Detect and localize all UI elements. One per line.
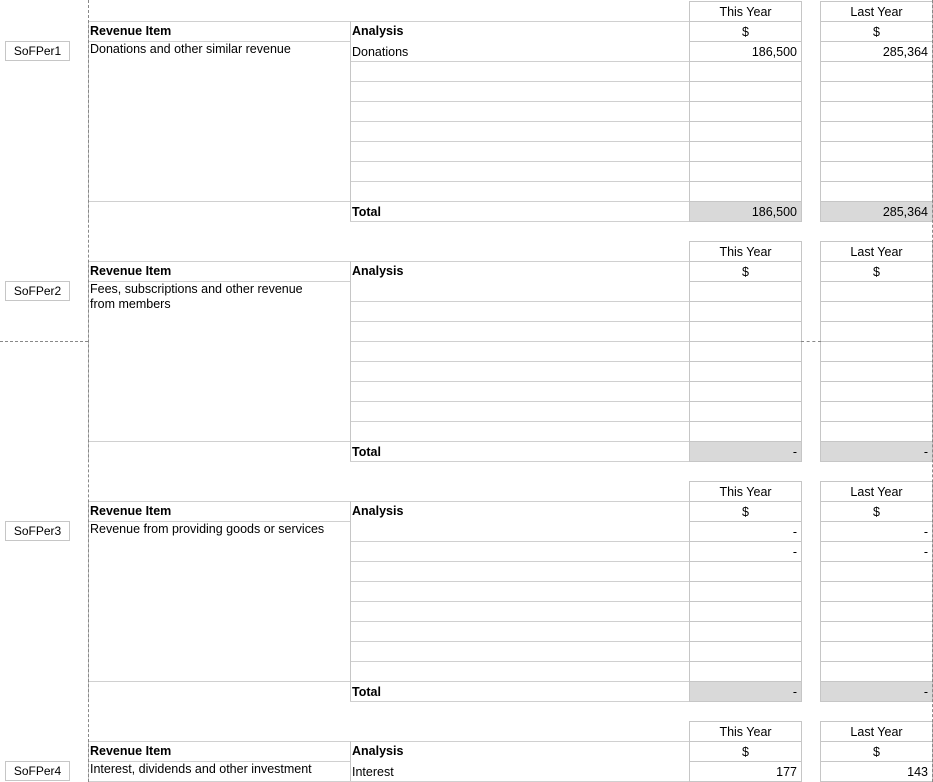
analysis-row-border bbox=[350, 301, 689, 302]
analysis-row-border bbox=[350, 61, 689, 62]
header-top-border bbox=[88, 21, 689, 22]
total-last-year-value: 285,364 bbox=[882, 205, 928, 219]
analysis-column-border bbox=[350, 501, 351, 701]
analysis-row-border bbox=[350, 661, 689, 662]
section-tag[interactable]: SoFPer4 bbox=[5, 761, 70, 781]
revenue-item-header: Revenue Item bbox=[90, 504, 172, 518]
analysis-row-border bbox=[350, 161, 689, 162]
this-year-cell[interactable] bbox=[689, 141, 802, 162]
currency-this-year: $ bbox=[689, 261, 802, 282]
this-year-cell[interactable] bbox=[689, 421, 802, 442]
revenue-item-description: Revenue from providing goods or services bbox=[90, 522, 325, 536]
revenue-item-header: Revenue Item bbox=[90, 744, 172, 758]
currency-last-year: $ bbox=[820, 741, 933, 762]
this-year-value[interactable]: 186,500 bbox=[751, 45, 797, 59]
analysis-value[interactable]: Donations bbox=[352, 45, 409, 59]
last-year-cell[interactable] bbox=[820, 281, 933, 302]
analysis-row-border bbox=[350, 401, 689, 402]
this-year-cell[interactable] bbox=[689, 641, 802, 662]
analysis-row-border bbox=[350, 201, 689, 202]
last-year-cell[interactable] bbox=[820, 641, 933, 662]
last-year-cell[interactable] bbox=[820, 321, 933, 342]
this-year-cell[interactable] bbox=[689, 341, 802, 362]
last-year-header: Last Year bbox=[820, 1, 933, 22]
total-this-year-value: - bbox=[792, 685, 797, 699]
last-year-value[interactable]: - bbox=[923, 545, 928, 559]
this-year-cell[interactable] bbox=[689, 61, 802, 82]
last-year-cell[interactable] bbox=[820, 561, 933, 582]
item-block-bottom-border bbox=[88, 441, 350, 442]
total-row-border bbox=[350, 701, 689, 702]
this-year-cell[interactable] bbox=[689, 381, 802, 402]
analysis-row-border bbox=[350, 681, 689, 682]
this-year-cell[interactable] bbox=[689, 561, 802, 582]
analysis-row-border bbox=[350, 341, 689, 342]
last-year-value[interactable]: - bbox=[923, 525, 928, 539]
analysis-row-border bbox=[350, 181, 689, 182]
last-year-cell[interactable] bbox=[820, 81, 933, 102]
last-year-cell[interactable] bbox=[820, 101, 933, 122]
revenue-item-header: Revenue Item bbox=[90, 24, 172, 38]
analysis-row-border bbox=[350, 441, 689, 442]
section-tag[interactable]: SoFPer3 bbox=[5, 521, 70, 541]
analysis-header: Analysis bbox=[352, 24, 404, 38]
this-year-cell[interactable] bbox=[689, 281, 802, 302]
total-this-year-value: - bbox=[792, 445, 797, 459]
analysis-row-border bbox=[350, 621, 689, 622]
analysis-header: Analysis bbox=[352, 264, 404, 278]
section-tag[interactable]: SoFPer1 bbox=[5, 41, 70, 61]
header-top-border bbox=[88, 741, 689, 742]
last-year-cell[interactable] bbox=[820, 581, 933, 602]
header-top-border bbox=[88, 261, 689, 262]
last-year-cell[interactable] bbox=[820, 661, 933, 682]
last-year-header: Last Year bbox=[820, 721, 933, 742]
last-year-cell[interactable] bbox=[820, 61, 933, 82]
this-year-value[interactable]: - bbox=[792, 545, 797, 559]
analysis-row-border bbox=[350, 101, 689, 102]
last-year-value[interactable]: 285,364 bbox=[882, 45, 928, 59]
this-year-header: This Year bbox=[689, 481, 802, 502]
analysis-row-border bbox=[350, 141, 689, 142]
analysis-row-border bbox=[350, 81, 689, 82]
this-year-cell[interactable] bbox=[689, 81, 802, 102]
this-year-cell[interactable] bbox=[689, 581, 802, 602]
section-tag[interactable]: SoFPer2 bbox=[5, 281, 70, 301]
page-break-horizontal-left bbox=[0, 341, 88, 342]
total-last-year-value: - bbox=[923, 685, 928, 699]
revenue-item-description: Fees, subscriptions and other revenue bbox=[90, 282, 303, 296]
total-row-border bbox=[350, 461, 689, 462]
this-year-cell[interactable] bbox=[689, 361, 802, 382]
currency-this-year: $ bbox=[689, 501, 802, 522]
analysis-column-border bbox=[350, 261, 351, 461]
this-year-cell[interactable] bbox=[689, 301, 802, 322]
header-top-border bbox=[88, 501, 689, 502]
this-year-header: This Year bbox=[689, 241, 802, 262]
last-year-cell[interactable] bbox=[820, 301, 933, 322]
analysis-row-border bbox=[350, 361, 689, 362]
analysis-column-border bbox=[350, 21, 351, 221]
revenue-item-header: Revenue Item bbox=[90, 264, 172, 278]
last-year-cell[interactable] bbox=[820, 401, 933, 422]
this-year-cell[interactable] bbox=[689, 401, 802, 422]
analysis-row-border bbox=[350, 641, 689, 642]
analysis-header: Analysis bbox=[352, 504, 404, 518]
item-block-bottom-border bbox=[88, 681, 350, 682]
analysis-row-border bbox=[350, 121, 689, 122]
this-year-header: This Year bbox=[689, 721, 802, 742]
analysis-value[interactable]: Interest bbox=[352, 765, 394, 779]
total-label: Total bbox=[352, 685, 381, 699]
revenue-item-description: Interest, dividends and other investment bbox=[90, 762, 312, 776]
analysis-row-border bbox=[350, 561, 689, 562]
total-row-border bbox=[350, 221, 689, 222]
this-year-cell[interactable] bbox=[689, 101, 802, 122]
this-year-header: This Year bbox=[689, 1, 802, 22]
revenue-item-description: Donations and other similar revenue bbox=[90, 42, 291, 56]
last-year-cell[interactable] bbox=[820, 601, 933, 622]
last-year-header: Last Year bbox=[820, 241, 933, 262]
last-year-cell[interactable] bbox=[820, 621, 933, 642]
currency-this-year: $ bbox=[689, 741, 802, 762]
last-year-cell[interactable] bbox=[820, 121, 933, 142]
total-last-year-value: - bbox=[923, 445, 928, 459]
currency-last-year: $ bbox=[820, 261, 933, 282]
last-year-value[interactable]: 143 bbox=[907, 765, 928, 779]
this-year-value[interactable]: 177 bbox=[776, 765, 797, 779]
this-year-cell[interactable] bbox=[689, 181, 802, 202]
page-break-horizontal-gap bbox=[801, 341, 821, 342]
last-year-cell[interactable] bbox=[820, 361, 933, 382]
last-year-header: Last Year bbox=[820, 481, 933, 502]
last-year-cell[interactable] bbox=[820, 161, 933, 182]
last-year-cell[interactable] bbox=[820, 381, 933, 402]
analysis-row-border bbox=[350, 321, 689, 322]
this-year-cell[interactable] bbox=[689, 621, 802, 642]
last-year-cell[interactable] bbox=[820, 141, 933, 162]
this-year-cell[interactable] bbox=[689, 601, 802, 622]
analysis-row-border bbox=[350, 541, 689, 542]
revenue-item-description: from members bbox=[90, 297, 171, 311]
analysis-row-border bbox=[350, 581, 689, 582]
analysis-row-border bbox=[350, 421, 689, 422]
currency-last-year: $ bbox=[820, 21, 933, 42]
total-label: Total bbox=[352, 205, 381, 219]
total-this-year-value: 186,500 bbox=[751, 205, 797, 219]
this-year-cell[interactable] bbox=[689, 121, 802, 142]
analysis-header: Analysis bbox=[352, 744, 404, 758]
this-year-cell[interactable] bbox=[689, 161, 802, 182]
last-year-cell[interactable] bbox=[820, 421, 933, 442]
this-year-cell[interactable] bbox=[689, 321, 802, 342]
analysis-row-border bbox=[350, 601, 689, 602]
page-break-vertical bbox=[88, 0, 89, 782]
last-year-cell[interactable] bbox=[820, 181, 933, 202]
this-year-value[interactable]: - bbox=[792, 525, 797, 539]
last-year-cell[interactable] bbox=[820, 341, 933, 362]
analysis-row-border bbox=[350, 381, 689, 382]
item-block-bottom-border bbox=[88, 201, 350, 202]
analysis-column-border bbox=[350, 741, 351, 781]
currency-last-year: $ bbox=[820, 501, 933, 522]
this-year-cell[interactable] bbox=[689, 661, 802, 682]
currency-this-year: $ bbox=[689, 21, 802, 42]
total-label: Total bbox=[352, 445, 381, 459]
